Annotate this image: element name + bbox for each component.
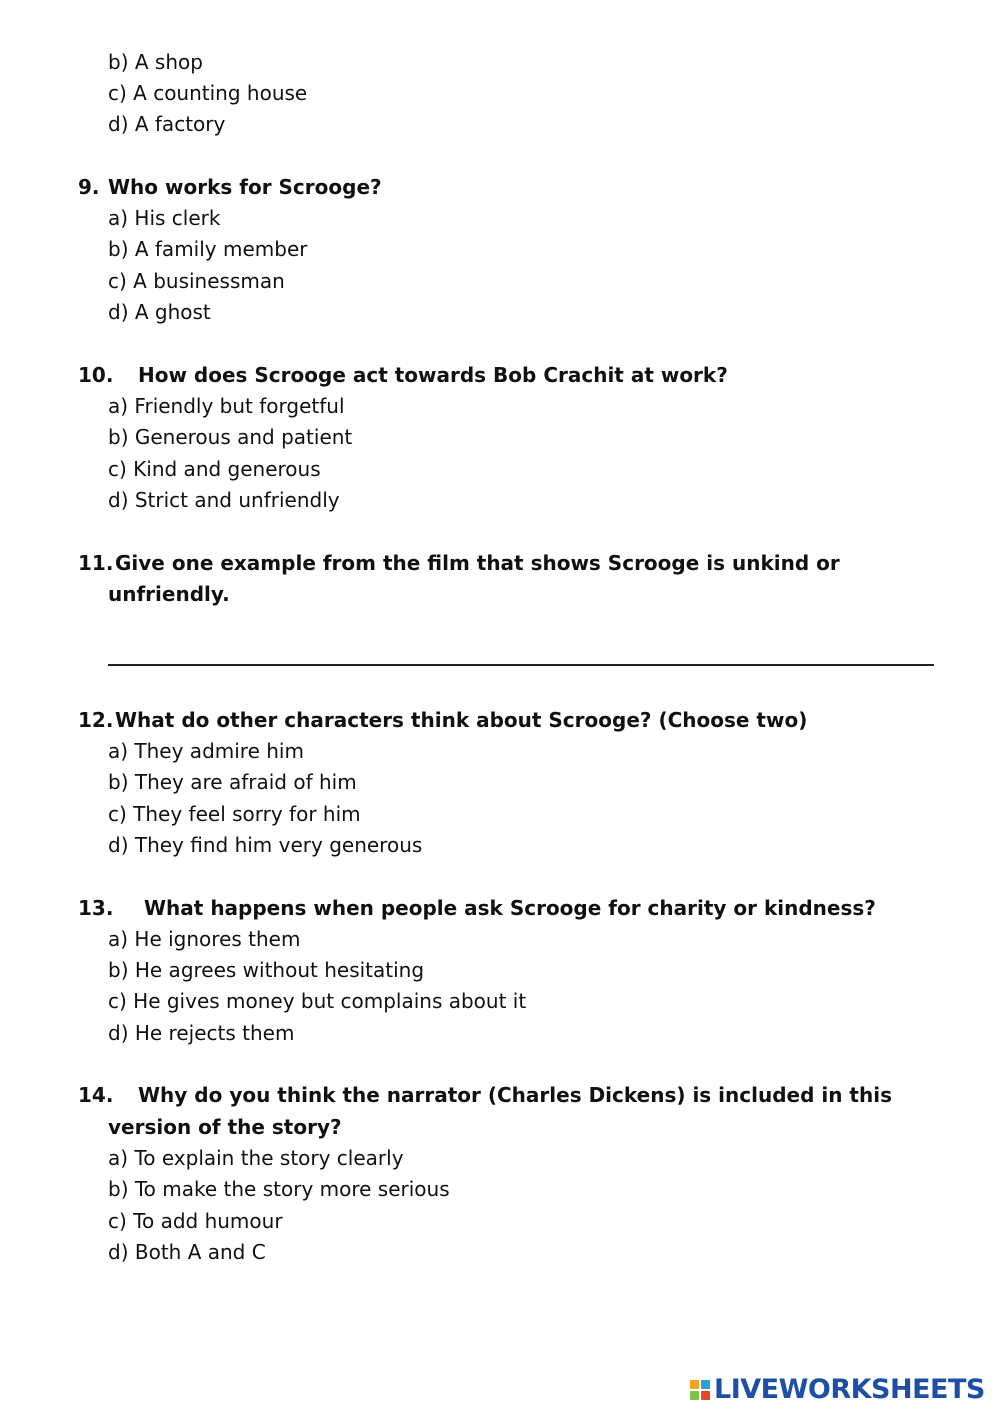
option-14b: b) To make the story more serious — [108, 1177, 450, 1201]
option-8b: b) A shop — [108, 50, 203, 74]
question-number: 14. — [78, 1083, 114, 1107]
option-10a: a) Friendly but forgetful — [108, 394, 345, 418]
option-9c: c) A businessman — [108, 269, 285, 293]
option-12d: d) They find him very generous — [108, 833, 423, 857]
question-number: 11. — [78, 551, 114, 575]
option-8d: d) A factory — [108, 112, 226, 136]
question-text: How does Scrooge act towards Bob Crachit at work? — [138, 363, 728, 387]
option-12b: b) They are afraid of him — [108, 770, 357, 794]
question-number: 12. — [78, 708, 114, 732]
logo-tile — [701, 1380, 710, 1389]
option-10c: c) Kind and generous — [108, 457, 321, 481]
question-text: Who works for Scrooge? — [108, 175, 382, 199]
option-13d: d) He rejects them — [108, 1021, 295, 1045]
question-14-continuation: version of the story? — [108, 1115, 342, 1139]
option-14d: d) Both A and C — [108, 1240, 266, 1264]
option-13c: c) He gives money but complains about it — [108, 989, 527, 1013]
option-13b: b) He agrees without hesitating — [108, 958, 425, 982]
option-9b: b) A family member — [108, 237, 308, 261]
logo-tile — [690, 1380, 699, 1389]
option-9a: a) His clerk — [108, 206, 221, 230]
question-text: Give one example from the film that shows Scrooge is unkind or — [115, 551, 840, 575]
logo-tile — [690, 1391, 699, 1400]
option-12a: a) They admire him — [108, 739, 304, 763]
option-14c: c) To add humour — [108, 1209, 283, 1233]
liveworksheets-logo — [690, 1374, 985, 1405]
question-text: What happens when people ask Scrooge for charity or kindness? — [144, 896, 876, 920]
question-number: 9. — [78, 175, 100, 199]
option-8c: c) A counting house — [108, 81, 308, 105]
option-13a: a) He ignores them — [108, 927, 301, 951]
question-number: 13. — [78, 896, 114, 920]
question-text: Why do you think the narrator (Charles Dickens) is included in this — [138, 1083, 892, 1107]
answer-line-11[interactable] — [108, 664, 934, 666]
logo-tile — [701, 1391, 710, 1400]
option-10b: b) Generous and patient — [108, 425, 353, 449]
option-9d: d) A ghost — [108, 300, 211, 324]
question-number: 10. — [78, 363, 114, 387]
option-10d: d) Strict and unfriendly — [108, 488, 340, 512]
logo-tiles-icon — [690, 1380, 710, 1400]
question-11-continuation: unfriendly. — [108, 582, 230, 606]
option-14a: a) To explain the story clearly — [108, 1146, 404, 1170]
option-12c: c) They feel sorry for him — [108, 802, 361, 826]
logo-text: LIVEWORKSHEETS — [714, 1374, 985, 1405]
question-text: What do other characters think about Scrooge? (Choose two) — [115, 708, 808, 732]
